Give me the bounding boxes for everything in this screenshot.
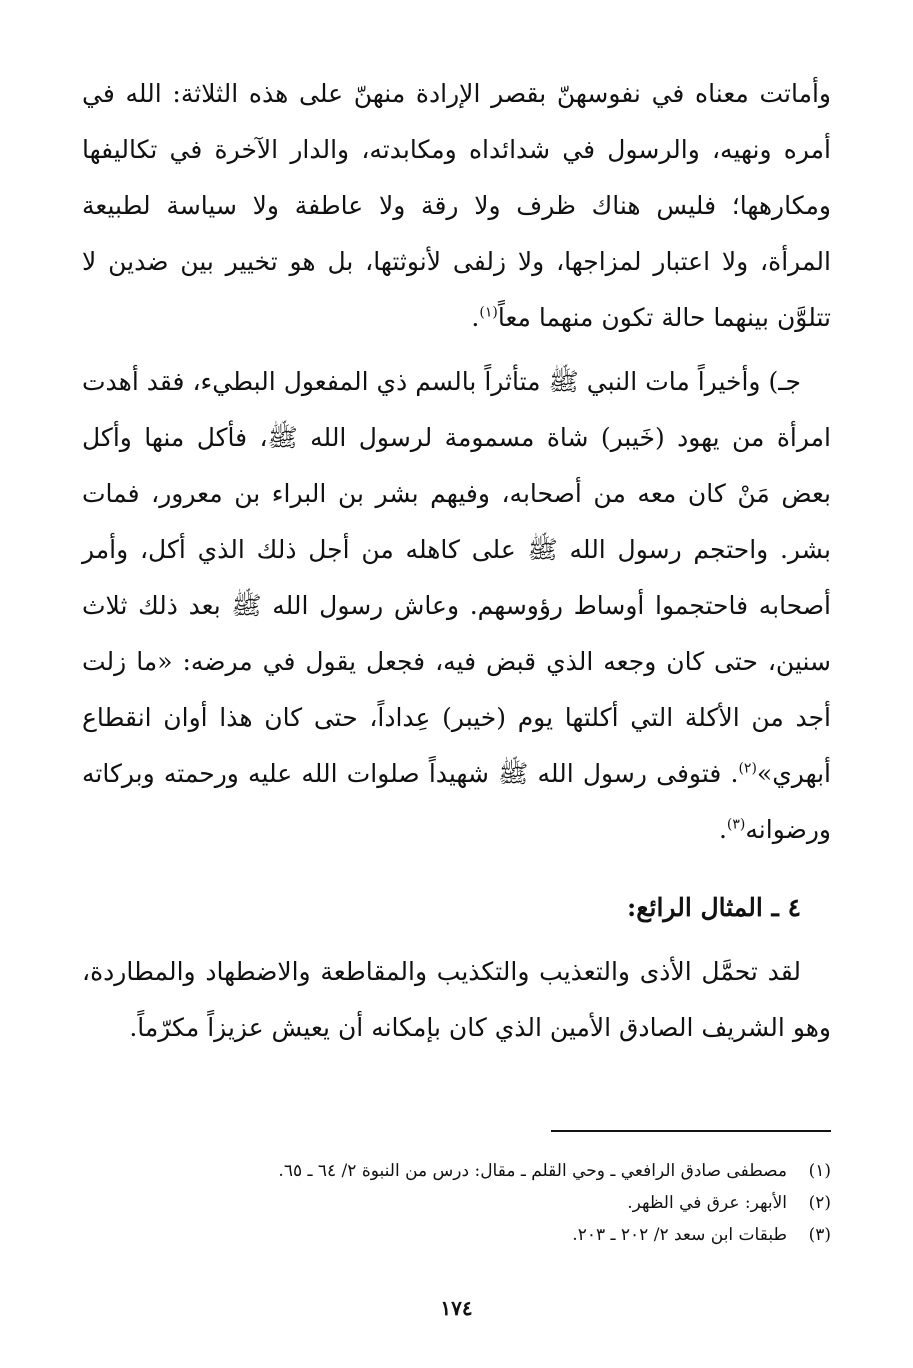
footnote-2: [82, 1187, 831, 1219]
footnote-text: مصطفى صادق الرافعي ـ وحي القلم ـ مقال: درس من النبوة ٢/ ٦٤ ـ ٦٥.: [278, 1161, 787, 1181]
footnote-ref-3[interactable]: (٣): [726, 816, 746, 833]
paragraph-1-tail: .: [471, 303, 480, 332]
paragraph-2: [82, 354, 831, 858]
footnote-1: [82, 1155, 831, 1187]
footnote-3: [82, 1219, 831, 1251]
paragraph-1: [82, 66, 831, 346]
main-text: [82, 66, 831, 1056]
footnote-marker: (١): [808, 1161, 831, 1181]
footnote-divider: [551, 1130, 831, 1132]
paragraph-3: لقد تحمَّل الأذى والتعذيب والتكذيب والمقاطعة والاضطهاد والمطاردة، وهو الشريف الصادق الأمين الذي كان بإمكانه أن يعيش عزيزاً مكرّماً.: [82, 957, 831, 1042]
footnote-ref-2[interactable]: (٢): [738, 760, 757, 777]
page-number: ١٧٤: [440, 1296, 473, 1320]
footnote-text: طبقات ابن سعد ٢/ ٢٠٢ ـ ٢٠٣.: [572, 1225, 787, 1245]
section-heading: ٤ ـ المثال الرائع:: [626, 893, 801, 922]
paragraph-2-tail: .: [718, 815, 727, 844]
paragraph-2-text: جـ) وأخيراً مات النبي ﷺ متأثراً بالسم ذي المفعول البطيء، فقد أهدت امرأة من يهود (خَيبر) شاة مسمومة لرسول الله ﷺ، فأكل منها وأكل بعض مَنْ كان معه من أصحابه، وفيهم بشر بن البراء بن معرور، فمات بشر. واحتجم رسول الله ﷺ على كاهله من أجل ذلك الذي أكل، وأمر أصحابه فاحتجموا أوساط رؤوسهم. وعاش رسول الله ﷺ بعد ذلك ثلاث سنين، حتى كان وجعه الذي قبض فيه، فجعل يقول في مرضه: «ما زلت أجد من الأكلة التي أكلتها يوم (خيبر) عِداداً، حتى كان هذا أوان انقطاع أبهري»: [82, 367, 831, 788]
footnote-marker: (٣): [808, 1225, 831, 1245]
paragraph-2-text-continued: . فتوفى رسول الله ﷺ شهيداً صلوات الله عليه ورحمته وبركاته ورضوانه: [82, 759, 831, 844]
footnote-ref-1[interactable]: (١): [479, 304, 498, 321]
footnote-text: الأبهر: عرق في الظهر.: [627, 1193, 787, 1213]
footnotes: [82, 1155, 831, 1251]
paragraph-1-text: وأماتت معناه في نفوسهنّ بقصر الإرادة منهنّ على هذه الثلاثة: الله في أمره ونهيه، والرسول في شدائداه ومكابدته، والدار الآخرة في تكاليفها ومكارهها؛ فليس هناك ظرف ولا رقة ولا عاطفة ولا سياسة لطبيعة المرأة، ولا اعتبار لمزاجها، ولا زلفى لأنوثتها، بل هو تخيير بين ضدين لا تتلوَّن بينهما حالة تكون منهما معاً: [82, 79, 832, 332]
footnote-marker: (٢): [808, 1193, 831, 1213]
